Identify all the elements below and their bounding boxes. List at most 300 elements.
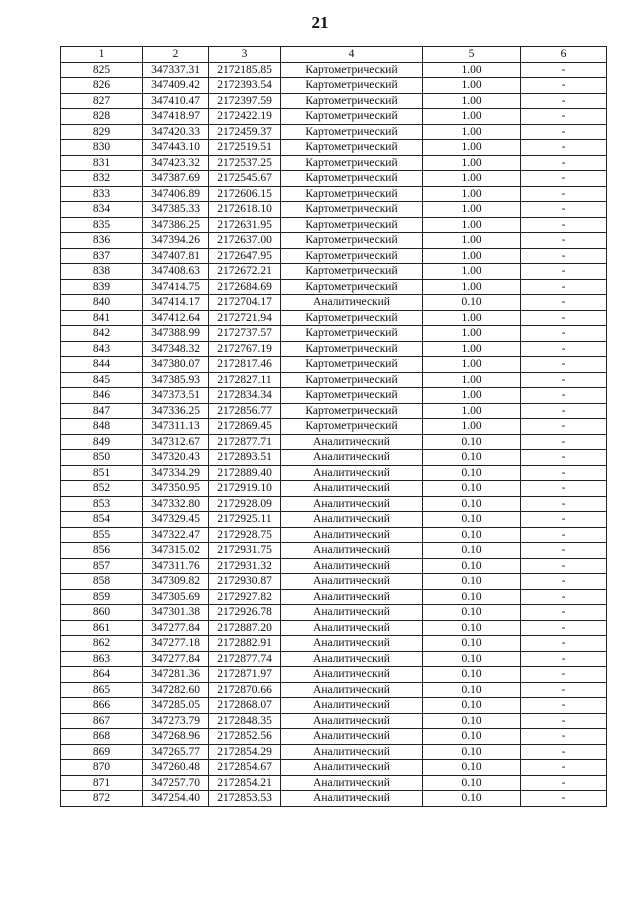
accuracy-cell: 0.10 (423, 729, 521, 745)
table-row (61, 124, 607, 140)
table-row (61, 248, 607, 264)
accuracy-cell: 0.10 (423, 744, 521, 760)
x-coordinate-cell: 347311.13 (143, 419, 209, 435)
method-cell: Аналитический (281, 667, 423, 683)
x-coordinate-cell: 347385.33 (143, 202, 209, 218)
y-coordinate-cell: 2172870.66 (209, 682, 281, 698)
table-row (61, 543, 607, 559)
accuracy-cell: 1.00 (423, 93, 521, 109)
description-cell: - (521, 341, 607, 357)
x-coordinate-cell: 347281.36 (143, 667, 209, 683)
method-cell: Картометрический (281, 186, 423, 202)
method-cell: Аналитический (281, 481, 423, 497)
x-coordinate-cell: 347254.40 (143, 791, 209, 807)
description-cell: - (521, 403, 607, 419)
x-coordinate-cell: 347334.29 (143, 465, 209, 481)
y-coordinate-cell: 2172856.77 (209, 403, 281, 419)
description-cell: - (521, 217, 607, 233)
accuracy-cell: 0.10 (423, 620, 521, 636)
accuracy-cell: 1.00 (423, 403, 521, 419)
description-cell: - (521, 357, 607, 373)
x-coordinate-cell: 347285.05 (143, 698, 209, 714)
table-row (61, 744, 607, 760)
method-cell: Картометрический (281, 233, 423, 249)
accuracy-cell: 1.00 (423, 171, 521, 187)
accuracy-cell: 0.10 (423, 636, 521, 652)
point-number-cell: 831 (61, 155, 143, 171)
table-row (61, 186, 607, 202)
method-cell: Картометрический (281, 264, 423, 280)
point-number-cell: 827 (61, 93, 143, 109)
x-coordinate-cell: 347277.84 (143, 651, 209, 667)
table-row (61, 372, 607, 388)
method-cell: Картометрический (281, 171, 423, 187)
accuracy-cell: 0.10 (423, 574, 521, 590)
x-coordinate-cell: 347380.07 (143, 357, 209, 373)
table-row (61, 512, 607, 528)
point-number-cell: 869 (61, 744, 143, 760)
x-coordinate-cell: 347348.32 (143, 341, 209, 357)
y-coordinate-cell: 2172868.07 (209, 698, 281, 714)
point-number-cell: 828 (61, 109, 143, 125)
description-cell: - (521, 372, 607, 388)
point-number-cell: 855 (61, 527, 143, 543)
y-coordinate-cell: 2172925.11 (209, 512, 281, 528)
table-row (61, 620, 607, 636)
description-cell: - (521, 605, 607, 621)
accuracy-cell: 0.10 (423, 465, 521, 481)
x-coordinate-cell: 347322.47 (143, 527, 209, 543)
method-cell: Картометрический (281, 217, 423, 233)
point-number-cell: 852 (61, 481, 143, 497)
description-cell: - (521, 93, 607, 109)
description-cell: - (521, 248, 607, 264)
description-cell: - (521, 434, 607, 450)
method-cell: Картометрический (281, 109, 423, 125)
point-number-cell: 865 (61, 682, 143, 698)
table-row (61, 140, 607, 156)
point-number-cell: 866 (61, 698, 143, 714)
point-number-cell: 854 (61, 512, 143, 528)
table-row (61, 450, 607, 466)
table-row (61, 295, 607, 311)
table-row (61, 264, 607, 280)
table-row (61, 388, 607, 404)
accuracy-cell: 1.00 (423, 341, 521, 357)
y-coordinate-cell: 2172871.97 (209, 667, 281, 683)
accuracy-cell: 0.10 (423, 605, 521, 621)
x-coordinate-cell: 347385.93 (143, 372, 209, 388)
accuracy-cell: 0.10 (423, 558, 521, 574)
x-coordinate-cell: 347311.76 (143, 558, 209, 574)
point-number-cell: 846 (61, 388, 143, 404)
accuracy-cell: 1.00 (423, 310, 521, 326)
point-number-cell: 864 (61, 667, 143, 683)
method-cell: Аналитический (281, 496, 423, 512)
y-coordinate-cell: 2172672.21 (209, 264, 281, 280)
method-cell: Аналитический (281, 558, 423, 574)
point-number-cell: 845 (61, 372, 143, 388)
x-coordinate-cell: 347268.96 (143, 729, 209, 745)
method-cell: Аналитический (281, 698, 423, 714)
accuracy-cell: 0.10 (423, 682, 521, 698)
column-header: 5 (423, 47, 521, 63)
table-row (61, 279, 607, 295)
accuracy-cell: 0.10 (423, 295, 521, 311)
point-number-cell: 843 (61, 341, 143, 357)
table-row (61, 760, 607, 776)
table-row (61, 713, 607, 729)
description-cell: - (521, 78, 607, 94)
description-cell: - (521, 264, 607, 280)
method-cell: Аналитический (281, 775, 423, 791)
accuracy-cell: 1.00 (423, 372, 521, 388)
x-coordinate-cell: 347410.47 (143, 93, 209, 109)
column-header: 2 (143, 47, 209, 63)
table-row (61, 574, 607, 590)
accuracy-cell: 0.10 (423, 481, 521, 497)
column-header: 6 (521, 47, 607, 63)
x-coordinate-cell: 347412.64 (143, 310, 209, 326)
description-cell: - (521, 140, 607, 156)
point-number-cell: 837 (61, 248, 143, 264)
accuracy-cell: 1.00 (423, 202, 521, 218)
accuracy-cell: 1.00 (423, 140, 521, 156)
x-coordinate-cell: 347409.42 (143, 78, 209, 94)
method-cell: Аналитический (281, 543, 423, 559)
method-cell: Аналитический (281, 295, 423, 311)
y-coordinate-cell: 2172877.71 (209, 434, 281, 450)
y-coordinate-cell: 2172854.67 (209, 760, 281, 776)
accuracy-cell: 0.10 (423, 760, 521, 776)
method-cell: Картометрический (281, 419, 423, 435)
description-cell: - (521, 465, 607, 481)
y-coordinate-cell: 2172931.32 (209, 558, 281, 574)
x-coordinate-cell: 347329.45 (143, 512, 209, 528)
description-cell: - (521, 729, 607, 745)
y-coordinate-cell: 2172422.19 (209, 109, 281, 125)
method-cell: Картометрический (281, 279, 423, 295)
description-cell: - (521, 109, 607, 125)
y-coordinate-cell: 2172631.95 (209, 217, 281, 233)
x-coordinate-cell: 347277.84 (143, 620, 209, 636)
description-cell: - (521, 589, 607, 605)
accuracy-cell: 0.10 (423, 775, 521, 791)
method-cell: Аналитический (281, 465, 423, 481)
point-number-cell: 867 (61, 713, 143, 729)
method-cell: Картометрический (281, 326, 423, 342)
method-cell: Картометрический (281, 93, 423, 109)
table-row (61, 481, 607, 497)
y-coordinate-cell: 2172931.75 (209, 543, 281, 559)
description-cell: - (521, 295, 607, 311)
table-row (61, 155, 607, 171)
column-header: 1 (61, 47, 143, 63)
x-coordinate-cell: 347394.26 (143, 233, 209, 249)
method-cell: Аналитический (281, 620, 423, 636)
accuracy-cell: 1.00 (423, 62, 521, 78)
method-cell: Картометрический (281, 78, 423, 94)
y-coordinate-cell: 2172827.11 (209, 372, 281, 388)
description-cell: - (521, 155, 607, 171)
accuracy-cell: 0.10 (423, 543, 521, 559)
description-cell: - (521, 651, 607, 667)
point-number-cell: 872 (61, 791, 143, 807)
method-cell: Картометрический (281, 403, 423, 419)
x-coordinate-cell: 347418.97 (143, 109, 209, 125)
description-cell: - (521, 186, 607, 202)
point-number-cell: 856 (61, 543, 143, 559)
description-cell: - (521, 682, 607, 698)
description-cell: - (521, 279, 607, 295)
accuracy-cell: 1.00 (423, 279, 521, 295)
accuracy-cell: 0.10 (423, 651, 521, 667)
y-coordinate-cell: 2172927.82 (209, 589, 281, 605)
y-coordinate-cell: 2172545.67 (209, 171, 281, 187)
table-row (61, 109, 607, 125)
y-coordinate-cell: 2172721.94 (209, 310, 281, 326)
point-number-cell: 870 (61, 760, 143, 776)
method-cell: Картометрический (281, 62, 423, 78)
y-coordinate-cell: 2172854.21 (209, 775, 281, 791)
description-cell: - (521, 760, 607, 776)
description-cell: - (521, 481, 607, 497)
y-coordinate-cell: 2172618.10 (209, 202, 281, 218)
x-coordinate-cell: 347414.75 (143, 279, 209, 295)
y-coordinate-cell: 2172848.35 (209, 713, 281, 729)
table-row (61, 62, 607, 78)
accuracy-cell: 0.10 (423, 527, 521, 543)
x-coordinate-cell: 347315.02 (143, 543, 209, 559)
table-row (61, 791, 607, 807)
y-coordinate-cell: 2172919.10 (209, 481, 281, 497)
table-row (61, 605, 607, 621)
table-row (61, 527, 607, 543)
y-coordinate-cell: 2172834.34 (209, 388, 281, 404)
table-row (61, 434, 607, 450)
x-coordinate-cell: 347320.43 (143, 450, 209, 466)
description-cell: - (521, 527, 607, 543)
x-coordinate-cell: 347420.33 (143, 124, 209, 140)
table-row (61, 651, 607, 667)
y-coordinate-cell: 2172853.53 (209, 791, 281, 807)
table-row (61, 667, 607, 683)
method-cell: Аналитический (281, 605, 423, 621)
point-number-cell: 829 (61, 124, 143, 140)
y-coordinate-cell: 2172397.59 (209, 93, 281, 109)
x-coordinate-cell: 347337.31 (143, 62, 209, 78)
method-cell: Картометрический (281, 140, 423, 156)
method-cell: Аналитический (281, 589, 423, 605)
table-row (61, 775, 607, 791)
y-coordinate-cell: 2172459.37 (209, 124, 281, 140)
point-number-cell: 841 (61, 310, 143, 326)
table-header-row (61, 47, 607, 63)
description-cell: - (521, 713, 607, 729)
accuracy-cell: 1.00 (423, 78, 521, 94)
table-row (61, 636, 607, 652)
table-row (61, 78, 607, 94)
method-cell: Аналитический (281, 713, 423, 729)
accuracy-cell: 0.10 (423, 434, 521, 450)
y-coordinate-cell: 2172606.15 (209, 186, 281, 202)
y-coordinate-cell: 2172704.17 (209, 295, 281, 311)
description-cell: - (521, 543, 607, 559)
method-cell: Картометрический (281, 310, 423, 326)
table-row (61, 403, 607, 419)
accuracy-cell: 0.10 (423, 667, 521, 683)
point-number-cell: 838 (61, 264, 143, 280)
accuracy-cell: 1.00 (423, 217, 521, 233)
method-cell: Картометрический (281, 155, 423, 171)
accuracy-cell: 0.10 (423, 512, 521, 528)
point-number-cell: 858 (61, 574, 143, 590)
table-body (61, 62, 607, 806)
accuracy-cell: 1.00 (423, 419, 521, 435)
y-coordinate-cell: 2172537.25 (209, 155, 281, 171)
table-row (61, 171, 607, 187)
description-cell: - (521, 326, 607, 342)
point-number-cell: 851 (61, 465, 143, 481)
accuracy-cell: 0.10 (423, 698, 521, 714)
table-row (61, 465, 607, 481)
x-coordinate-cell: 347277.18 (143, 636, 209, 652)
x-coordinate-cell: 347386.25 (143, 217, 209, 233)
point-number-cell: 826 (61, 78, 143, 94)
table-row (61, 341, 607, 357)
table-row (61, 558, 607, 574)
y-coordinate-cell: 2172928.75 (209, 527, 281, 543)
y-coordinate-cell: 2172887.20 (209, 620, 281, 636)
x-coordinate-cell: 347273.79 (143, 713, 209, 729)
point-number-cell: 863 (61, 651, 143, 667)
point-number-cell: 853 (61, 496, 143, 512)
point-number-cell: 830 (61, 140, 143, 156)
description-cell: - (521, 574, 607, 590)
point-number-cell: 849 (61, 434, 143, 450)
method-cell: Аналитический (281, 651, 423, 667)
method-cell: Аналитический (281, 574, 423, 590)
method-cell: Аналитический (281, 760, 423, 776)
y-coordinate-cell: 2172869.45 (209, 419, 281, 435)
description-cell: - (521, 558, 607, 574)
method-cell: Картометрический (281, 341, 423, 357)
accuracy-cell: 1.00 (423, 264, 521, 280)
x-coordinate-cell: 347332.80 (143, 496, 209, 512)
table-row (61, 682, 607, 698)
method-cell: Аналитический (281, 791, 423, 807)
x-coordinate-cell: 347282.60 (143, 682, 209, 698)
table-row (61, 589, 607, 605)
x-coordinate-cell: 347414.17 (143, 295, 209, 311)
y-coordinate-cell: 2172684.69 (209, 279, 281, 295)
description-cell: - (521, 698, 607, 714)
y-coordinate-cell: 2172647.95 (209, 248, 281, 264)
method-cell: Аналитический (281, 682, 423, 698)
point-number-cell: 834 (61, 202, 143, 218)
method-cell: Аналитический (281, 434, 423, 450)
point-number-cell: 842 (61, 326, 143, 342)
table-row (61, 729, 607, 745)
y-coordinate-cell: 2172637.00 (209, 233, 281, 249)
y-coordinate-cell: 2172854.29 (209, 744, 281, 760)
table-row (61, 202, 607, 218)
y-coordinate-cell: 2172889.40 (209, 465, 281, 481)
y-coordinate-cell: 2172930.87 (209, 574, 281, 590)
description-cell: - (521, 124, 607, 140)
x-coordinate-cell: 347387.69 (143, 171, 209, 187)
description-cell: - (521, 171, 607, 187)
y-coordinate-cell: 2172882.91 (209, 636, 281, 652)
y-coordinate-cell: 2172852.56 (209, 729, 281, 745)
point-number-cell: 860 (61, 605, 143, 621)
point-number-cell: 859 (61, 589, 143, 605)
description-cell: - (521, 791, 607, 807)
description-cell: - (521, 450, 607, 466)
table-row (61, 698, 607, 714)
accuracy-cell: 1.00 (423, 124, 521, 140)
y-coordinate-cell: 2172817.46 (209, 357, 281, 373)
method-cell: Аналитический (281, 450, 423, 466)
description-cell: - (521, 512, 607, 528)
point-number-cell: 861 (61, 620, 143, 636)
x-coordinate-cell: 347309.82 (143, 574, 209, 590)
accuracy-cell: 0.10 (423, 496, 521, 512)
point-number-cell: 857 (61, 558, 143, 574)
method-cell: Картометрический (281, 357, 423, 373)
description-cell: - (521, 202, 607, 218)
point-number-cell: 848 (61, 419, 143, 435)
table-row (61, 93, 607, 109)
x-coordinate-cell: 347312.67 (143, 434, 209, 450)
description-cell: - (521, 419, 607, 435)
point-number-cell: 835 (61, 217, 143, 233)
page-number: 21 (311, 13, 329, 32)
table-row (61, 357, 607, 373)
description-cell: - (521, 636, 607, 652)
point-number-cell: 836 (61, 233, 143, 249)
x-coordinate-cell: 347257.70 (143, 775, 209, 791)
y-coordinate-cell: 2172519.51 (209, 140, 281, 156)
accuracy-cell: 1.00 (423, 248, 521, 264)
accuracy-cell: 1.00 (423, 357, 521, 373)
description-cell: - (521, 667, 607, 683)
description-cell: - (521, 388, 607, 404)
table-row (61, 326, 607, 342)
point-number-cell: 844 (61, 357, 143, 373)
description-cell: - (521, 620, 607, 636)
coordinates-table (60, 46, 607, 807)
description-cell: - (521, 775, 607, 791)
method-cell: Картометрический (281, 124, 423, 140)
description-cell: - (521, 62, 607, 78)
x-coordinate-cell: 347301.38 (143, 605, 209, 621)
method-cell: Аналитический (281, 729, 423, 745)
y-coordinate-cell: 2172928.09 (209, 496, 281, 512)
y-coordinate-cell: 2172737.57 (209, 326, 281, 342)
description-cell: - (521, 233, 607, 249)
table-row (61, 496, 607, 512)
accuracy-cell: 1.00 (423, 233, 521, 249)
point-number-cell: 833 (61, 186, 143, 202)
method-cell: Аналитический (281, 744, 423, 760)
accuracy-cell: 1.00 (423, 186, 521, 202)
accuracy-cell: 0.10 (423, 791, 521, 807)
table-row (61, 217, 607, 233)
x-coordinate-cell: 347265.77 (143, 744, 209, 760)
point-number-cell: 832 (61, 171, 143, 187)
table-row (61, 233, 607, 249)
